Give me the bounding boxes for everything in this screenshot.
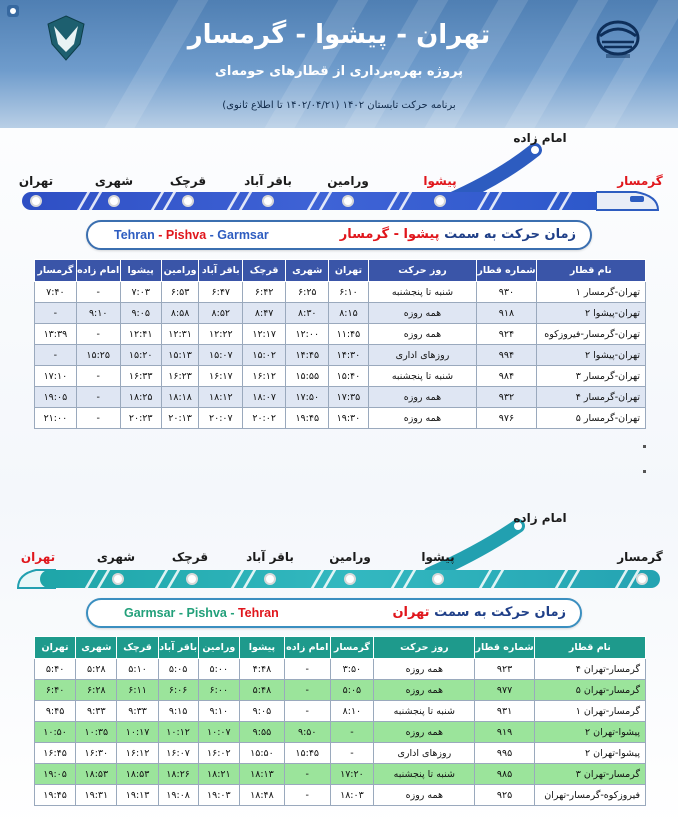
stop-dot-pishva (434, 195, 446, 207)
table-row (35, 303, 646, 324)
table-row (35, 785, 646, 806)
time-cell: ۹:۵۰ (284, 722, 330, 743)
app-corner-icon (6, 4, 20, 18)
time-cell: ۱۹:۴۵ (35, 785, 76, 806)
time-cell: - (76, 387, 120, 408)
station-label-bagherabad: باقر آباد (246, 550, 294, 564)
run-days-cell: شنبه تا پنجشنبه (368, 366, 477, 387)
run-days-cell: روزهای اداری (374, 743, 475, 764)
time-cell: ۷:۰۳ (120, 282, 161, 303)
time-cell: ۳:۵۰ (330, 659, 374, 680)
time-cell: - (284, 659, 330, 680)
table-header-row: نام قطار شماره قطار روز حرکت تهران شهری قرچک باقر آباد ورامین پیشوا امام زاده گرمسار (35, 260, 646, 282)
time-cell: - (76, 366, 120, 387)
station-label-varamin: ورامین (329, 550, 371, 564)
stop-dot-varamin (342, 195, 354, 207)
time-cell: ۱۶:۰۲ (198, 743, 239, 764)
direction-banner-outbound: زمان حرکت به سمت پیشوا - گرمسار Tehran - Pishva - Garmsar (86, 220, 592, 250)
run-days-cell: شنبه تا پنجشنبه (368, 282, 477, 303)
time-cell: ۱۱:۴۵ (329, 324, 368, 345)
direction-en-c: Garmsar (217, 228, 269, 242)
train-number-cell: ۹۹۵ (475, 743, 534, 764)
time-cell: ۱۹:۴۵ (286, 408, 329, 429)
time-cell: ۱۹:۰۳ (198, 785, 239, 806)
time-cell: ۱۸:۲۶ (158, 764, 198, 785)
table-row (35, 282, 646, 303)
time-cell: ۶:۴۰ (35, 680, 76, 701)
stop-dot-shahri (112, 573, 124, 585)
time-cell: ۲۱:۰۰ (35, 408, 77, 429)
time-cell: ۱۵:۲۵ (76, 345, 120, 366)
time-cell: ۱۸:۵۳ (76, 764, 117, 785)
time-cell: ۱۶:۴۵ (35, 743, 76, 764)
time-cell: ۸:۱۵ (329, 303, 368, 324)
station-label-pishva: پیشوا (423, 174, 457, 188)
train-name-cell: پیشوا-تهران ۲ (534, 743, 645, 764)
train-name-cell: تهران-گرمسار ۳ (536, 366, 645, 387)
time-cell: ۱۸:۱۲ (199, 387, 243, 408)
table-row (35, 701, 646, 722)
time-cell: - (76, 408, 120, 429)
time-cell: ۵:۲۸ (76, 659, 117, 680)
time-cell: ۱۴:۳۰ (329, 345, 368, 366)
time-cell: ۱۸:۱۸ (161, 387, 199, 408)
time-cell: ۱۲:۳۱ (161, 324, 199, 345)
time-cell: - (76, 324, 120, 345)
time-cell: ۱۲:۲۲ (199, 324, 243, 345)
direction-highlight: پیشوا - گرمسار (339, 227, 440, 242)
train-name-cell: تهران-پیشوا ۲ (536, 345, 645, 366)
schedule-table-inbound (34, 636, 646, 806)
route-map-outbound (0, 128, 678, 228)
time-cell: ۱۵:۰۲ (243, 345, 286, 366)
train-name-cell: گرمسار-تهران ۳ (534, 764, 645, 785)
time-cell: ۱۵:۴۵ (284, 743, 330, 764)
train-name-cell: تهران-گرمسار ۵ (536, 408, 645, 429)
time-cell: ۱۰:۱۷ (117, 722, 158, 743)
time-cell: ۱۶:۳۰ (76, 743, 117, 764)
train-name-cell: گرمسار-تهران ۵ (534, 680, 645, 701)
time-cell: ۱۴:۴۵ (286, 345, 329, 366)
train-number-cell: ۹۲۴ (477, 324, 536, 345)
separator-dot (643, 445, 646, 448)
time-cell: ۵:۰۵ (330, 680, 374, 701)
header-banner (0, 0, 678, 128)
time-cell: ۱۷:۳۵ (329, 387, 368, 408)
direction-banner-inbound: زمان حرکت به سمت تهران Garmsar - Pishva - Tehran (86, 598, 582, 628)
time-cell: ۲۰:۱۳ (161, 408, 199, 429)
table-row (35, 743, 646, 764)
time-cell: ۲۰:۰۷ (199, 408, 243, 429)
time-cell: ۱۰:۳۵ (76, 722, 117, 743)
direction-highlight: تهران (392, 605, 430, 620)
time-cell: ۱۸:۲۱ (198, 764, 239, 785)
time-cell: - (330, 743, 374, 764)
time-cell: ۹:۳۳ (76, 701, 117, 722)
time-cell: - (284, 680, 330, 701)
stop-dot-gharchak (182, 195, 194, 207)
time-cell: ۱۶:۰۷ (158, 743, 198, 764)
time-cell: ۹:۱۵ (158, 701, 198, 722)
run-days-cell: همه روزه (368, 303, 477, 324)
run-days-cell: شنبه تا پنجشنبه (374, 764, 475, 785)
time-cell: - (284, 785, 330, 806)
time-cell: ۹:۰۵ (120, 303, 161, 324)
stop-dot-bagherabad (264, 573, 276, 585)
time-cell: ۸:۵۸ (161, 303, 199, 324)
time-cell: ۵:۰۰ (198, 659, 239, 680)
time-cell: ۶:۵۳ (161, 282, 199, 303)
train-name-cell: تهران-پیشوا ۲ (536, 303, 645, 324)
time-cell: - (284, 764, 330, 785)
direction-prefix: زمان حرکت به سمت (444, 227, 576, 242)
time-cell: ۸:۴۷ (243, 303, 286, 324)
time-cell: ۵:۴۰ (35, 659, 76, 680)
time-cell: ۱۳:۳۹ (35, 324, 77, 345)
train-nose-icon (596, 188, 660, 214)
page-subtitle: پروژه بهره‌برداری از قطارهای حومه‌ای (214, 64, 464, 79)
table-row (35, 659, 646, 680)
station-label-pishva: پیشوا (421, 550, 455, 564)
table-row (35, 387, 646, 408)
time-cell: ۱۵:۰۷ (199, 345, 243, 366)
station-label-imamzadeh: امام زاده (513, 131, 567, 145)
time-cell: ۲۰:۲۳ (120, 408, 161, 429)
time-cell: ۱۵:۴۰ (329, 366, 368, 387)
time-cell: ۱۸:۱۳ (240, 764, 285, 785)
train-number-cell: ۹۸۵ (475, 764, 534, 785)
table-row (35, 680, 646, 701)
stop-dot-tehran (30, 195, 42, 207)
time-cell: ۱۲:۴۱ (120, 324, 161, 345)
run-days-cell: همه روزه (368, 387, 477, 408)
direction-en-b: Pishva (186, 606, 227, 620)
time-cell: ۱۹:۱۳ (117, 785, 158, 806)
time-cell: ۱۶:۱۲ (243, 366, 286, 387)
stop-dot-gharchak (186, 573, 198, 585)
time-cell: ۵:۰۵ (158, 659, 198, 680)
direction-en-c: Tehran (237, 606, 279, 620)
time-cell: ۸:۱۰ (330, 701, 374, 722)
time-cell: ۶:۱۱ (117, 680, 158, 701)
train-number-cell: ۹۳۱ (475, 701, 534, 722)
train-name-cell: تهران-گرمسار ۱ (536, 282, 645, 303)
time-cell: ۶:۰۶ (158, 680, 198, 701)
separator-dot (643, 470, 646, 473)
time-cell: ۱۹:۰۵ (35, 387, 77, 408)
time-cell: ۱۵:۱۳ (161, 345, 199, 366)
time-cell: ۵:۴۸ (240, 680, 285, 701)
table-header-row: نام قطار شماره قطار روز حرکت گرمسار امام زاده پیشوا ورامین باقر آباد قرچک شهری تهران (35, 637, 646, 659)
schedule-validity-note: برنامه حرکت تابستان ۱۴۰۲ (۱۴۰۲/۰۴/۲۱ تا اطلاع ثانوی) (222, 100, 456, 111)
station-label-varamin: ورامین (327, 174, 369, 188)
time-cell: - (330, 722, 374, 743)
station-label-shahri: شهری (96, 550, 136, 564)
time-cell: ۱۸:۰۷ (243, 387, 286, 408)
time-cell: ۱۹:۳۱ (76, 785, 117, 806)
time-cell: ۱۵:۵۵ (286, 366, 329, 387)
direction-prefix: زمان حرکت به سمت (434, 605, 566, 620)
time-cell: ۹:۳۳ (117, 701, 158, 722)
time-cell: ۸:۵۲ (199, 303, 243, 324)
time-cell: - (76, 282, 120, 303)
run-days-cell: همه روزه (374, 722, 475, 743)
time-cell: ۷:۴۰ (35, 282, 77, 303)
train-number-cell: ۹۲۳ (475, 659, 534, 680)
time-cell: ۱۷:۱۰ (35, 366, 77, 387)
table-row (35, 408, 646, 429)
time-cell: ۱۹:۰۵ (35, 764, 76, 785)
time-cell: ۹:۵۵ (240, 722, 285, 743)
direction-en-a: Garmsar (124, 606, 176, 620)
table-row (35, 764, 646, 785)
time-cell: ۶:۱۰ (329, 282, 368, 303)
time-cell: ۱۷:۲۰ (330, 764, 374, 785)
time-cell: ۶:۲۵ (286, 282, 329, 303)
time-cell: ۶:۰۰ (198, 680, 239, 701)
train-name-cell: تهران-گرمسار-فیروزکوه (536, 324, 645, 345)
time-cell: ۱۸:۴۸ (240, 785, 285, 806)
run-days-cell: روزهای اداری (368, 345, 477, 366)
time-cell: ۱۲:۱۷ (243, 324, 286, 345)
station-label-bagherabad: باقر آباد (244, 174, 292, 188)
time-cell: ۱۰:۱۲ (158, 722, 198, 743)
run-days-cell: همه روزه (374, 680, 475, 701)
time-cell: ۸:۳۰ (286, 303, 329, 324)
stop-dot-varamin (344, 573, 356, 585)
train-number-cell: ۹۱۸ (477, 303, 536, 324)
station-label-gharchak: قرچک (169, 174, 207, 188)
run-days-cell: همه روزه (374, 785, 475, 806)
train-name-cell: پیشوا-تهران ۲ (534, 722, 645, 743)
train-number-cell: ۹۷۷ (475, 680, 534, 701)
station-label-tehran: تهران (18, 174, 54, 188)
time-cell: ۱۰:۰۷ (198, 722, 239, 743)
time-cell: ۱۶:۲۳ (161, 366, 199, 387)
time-cell: ۲۰:۰۲ (243, 408, 286, 429)
time-cell: ۹:۱۰ (198, 701, 239, 722)
stop-dot-bagherabad (262, 195, 274, 207)
run-days-cell: همه روزه (368, 408, 477, 429)
time-cell: ۱۰:۵۰ (35, 722, 76, 743)
time-cell: ۱۲:۰۰ (286, 324, 329, 345)
time-cell: ۶:۴۷ (199, 282, 243, 303)
time-cell: ۱۷:۵۰ (286, 387, 329, 408)
stop-dot-pishva (432, 573, 444, 585)
time-cell: ۱۸:۰۳ (330, 785, 374, 806)
time-cell: ۱۸:۵۳ (117, 764, 158, 785)
train-number-cell: ۹۳۲ (477, 387, 536, 408)
train-name-cell: گرمسار-تهران ۴ (534, 659, 645, 680)
station-label-garmsar: گرمسار (617, 550, 663, 564)
direction-en-b: Pishva (165, 228, 207, 242)
station-label-garmsar: گرمسار (617, 174, 663, 188)
train-name-cell: تهران-گرمسار ۴ (536, 387, 645, 408)
time-cell: ۵:۱۰ (117, 659, 158, 680)
time-cell: ۶:۲۸ (76, 680, 117, 701)
run-days-cell: شنبه تا پنجشنبه (374, 701, 475, 722)
time-cell: ۱۹:۰۸ (158, 785, 198, 806)
train-number-cell: ۹۳۰ (477, 282, 536, 303)
time-cell: - (284, 701, 330, 722)
station-label-tehran: تهران (20, 550, 56, 564)
time-cell: ۱۹:۳۰ (329, 408, 368, 429)
time-cell: ۶:۴۲ (243, 282, 286, 303)
run-days-cell: همه روزه (368, 324, 477, 345)
run-days-cell: همه روزه (374, 659, 475, 680)
time-cell: ۹:۴۵ (35, 701, 76, 722)
time-cell: ۱۸:۲۵ (120, 387, 161, 408)
train-number-cell: ۹۸۴ (477, 366, 536, 387)
train-number-cell: ۹۷۶ (477, 408, 536, 429)
time-cell: ۹:۱۰ (76, 303, 120, 324)
direction-en-a: Tehran (114, 228, 155, 242)
table-row (35, 722, 646, 743)
time-cell: - (35, 303, 77, 324)
train-number-cell: ۹۱۹ (475, 722, 534, 743)
time-cell: ۱۶:۱۲ (117, 743, 158, 764)
train-number-cell: ۹۲۵ (475, 785, 534, 806)
train-number-cell: ۹۹۴ (477, 345, 536, 366)
time-cell: ۱۵:۲۰ (120, 345, 161, 366)
train-name-cell: فیروزکوه-گرمسار-تهران (534, 785, 645, 806)
time-cell: ۱۵:۵۰ (240, 743, 285, 764)
table-row (35, 324, 646, 345)
station-label-imamzadeh: امام زاده (513, 511, 567, 525)
schedule-table-outbound (34, 259, 646, 429)
time-cell: ۱۶:۱۷ (199, 366, 243, 387)
train-name-cell: گرمسار-تهران ۱ (534, 701, 645, 722)
table-row (35, 345, 646, 366)
stop-dot-garmsar (636, 573, 648, 585)
stop-dot-shahri (108, 195, 120, 207)
time-cell: ۱۶:۳۳ (120, 366, 161, 387)
time-cell: ۴:۴۸ (240, 659, 285, 680)
station-label-shahri: شهری (94, 174, 134, 188)
time-cell: ۹:۰۵ (240, 701, 285, 722)
table-row (35, 366, 646, 387)
route-map-inbound (0, 500, 678, 600)
time-cell: - (35, 345, 77, 366)
page-title: تهران - پیشوا - گرمسار (187, 20, 491, 50)
station-label-gharchak: قرچک (171, 550, 209, 564)
